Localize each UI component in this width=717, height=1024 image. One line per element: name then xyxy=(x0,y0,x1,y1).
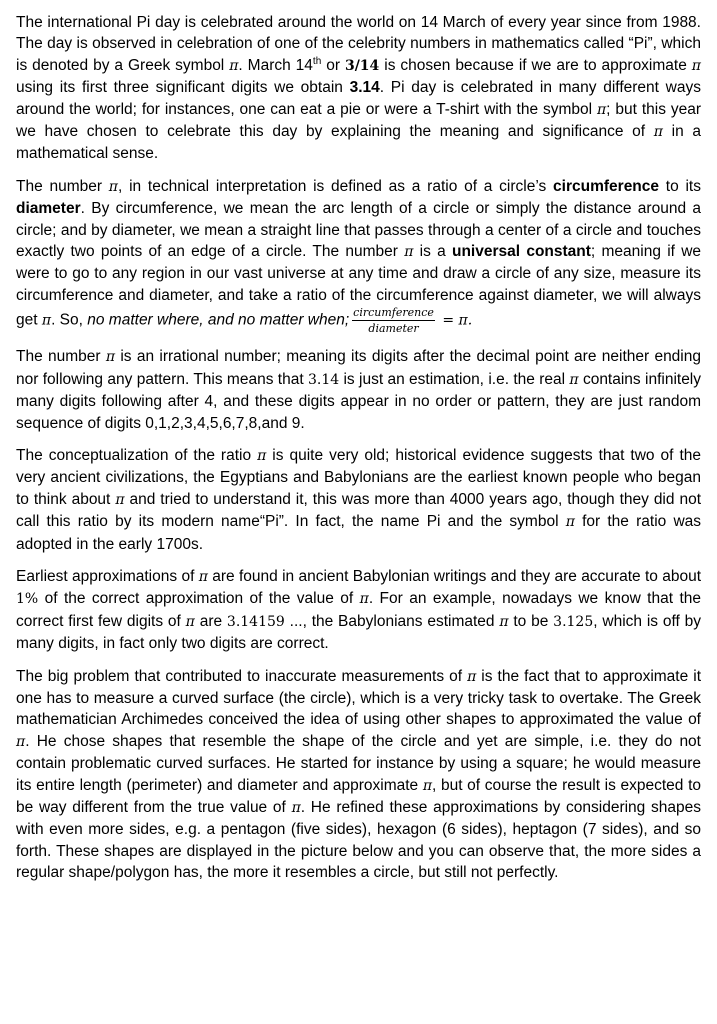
emphasis-no-matter: no matter where, and no matter when; xyxy=(87,311,350,329)
term-diameter: diameter xyxy=(16,200,81,218)
equals-pi: = π. xyxy=(437,312,473,329)
paragraph-history: The conceptualization of the ratio π is quite very old; historical evidence suggests that two of the very ancient civilizations, the Egyptians and Babylonians are the earliest known people who began to think about π and tried to understand it, this was more than 4000 years ago, though they did not call this ratio by its modern name“Pi”. In fact, the name Pi and the symbol π for the ratio was adopted in the early 1700s. xyxy=(16,446,702,553)
fraction-numerator: circumference xyxy=(353,306,434,320)
fraction-denominator: diameter xyxy=(368,322,419,336)
term-circumference: circumference xyxy=(553,177,660,195)
paragraph-definition: The number π, in technical interpretation is defined as a ratio of a circle’s circumference to its diameter. By circumference, we mean the arc length of a circle or simply the distance around a circle; and by diameter, we mean a straight line that passes through a center of a circle and touches exactly two points of an edge of a circle. The number π is a universal constant; meaning if we were to go to any region in our vast universe at any time and draw a circle of any size, measure its circumference and diameter, and take a ratio of the circumference against diameter, we will always get π. So, no matter where, and no matter when; $\frac{\text{circumference}}{\text{diameter}}$ = π. xyxy=(16,177,702,336)
pi-symbol: π xyxy=(229,57,239,74)
paragraph-pi-day: The international Pi day is celebrated around the world on 14 March of every year since from 1988. The day is observed in celebration of one of the celebrity numbers in mathematics called “Pi”, which is denoted by a Greek symbol π. March 14th or 3/14 is chosen because if we are to approximate π using its first three significant digits we obtain 3.14. Pi day is celebrated in many different ways around the world; for instances, one can eat a pie or were a T-shirt with the symbol π; but this year we have chosen to celebrate this day by explaining the meaning and significance of π in a mathematical sense. xyxy=(16,14,701,163)
ratio-fraction xyxy=(352,306,435,335)
term-universal-constant: universal constant xyxy=(452,243,591,261)
paragraph-babylonian: Earliest approximations of π are found in ancient Babylonian writings and they are accurate to about 1% of the correct approximation of the value of π. For an example, nowadays we know that the correct first few digits of π are 3.14159 ..., the Babylonians estimated π to be 3.125, which is off by many digits, in fact only two digits are correct. xyxy=(16,567,702,653)
value-3-14: 3.14 xyxy=(349,79,380,97)
paragraph-irrational: The number π is an irrational number; meaning its digits after the decimal point are neither ending nor following any pattern. This means that 3.14 is just an estimation, i.e. the real π contains infinitely many digits following after 4, and these digits appear in no order or pattern, they are just random sequence of digits 0,1,2,3,4,5,6,7,8,and 9. xyxy=(16,348,702,432)
paragraph-archimedes: The big problem that contributed to inaccurate measurements of π is the fact that to approximate it one has to measure a curved surface (the circle), which is a very tricky task to overtake. The Greek mathematician Archimedes conceived the idea of using other shapes to approximated the value of π. He chose shapes that resemble the shape of the circle and yet are simple, i.e. they do not contain problematic curved surfaces. He started for instance by using a square; he would measure its entire length (perimeter) and diameter and approximate π, but of course the result is expected to be way different from the true value of π. He refined these approximations by considering shapes with even more sides, e.g. a pentagon (five sides), hexagon (6 sides), heptagon (7 sides), and so forth. These shapes are displayed in the picture below and you can observe that, the more sides a regular shape/polygon has, the more it resembles a circle, but still not perfectly. xyxy=(16,667,701,882)
fraction-3-14: 3/14 xyxy=(344,57,380,74)
